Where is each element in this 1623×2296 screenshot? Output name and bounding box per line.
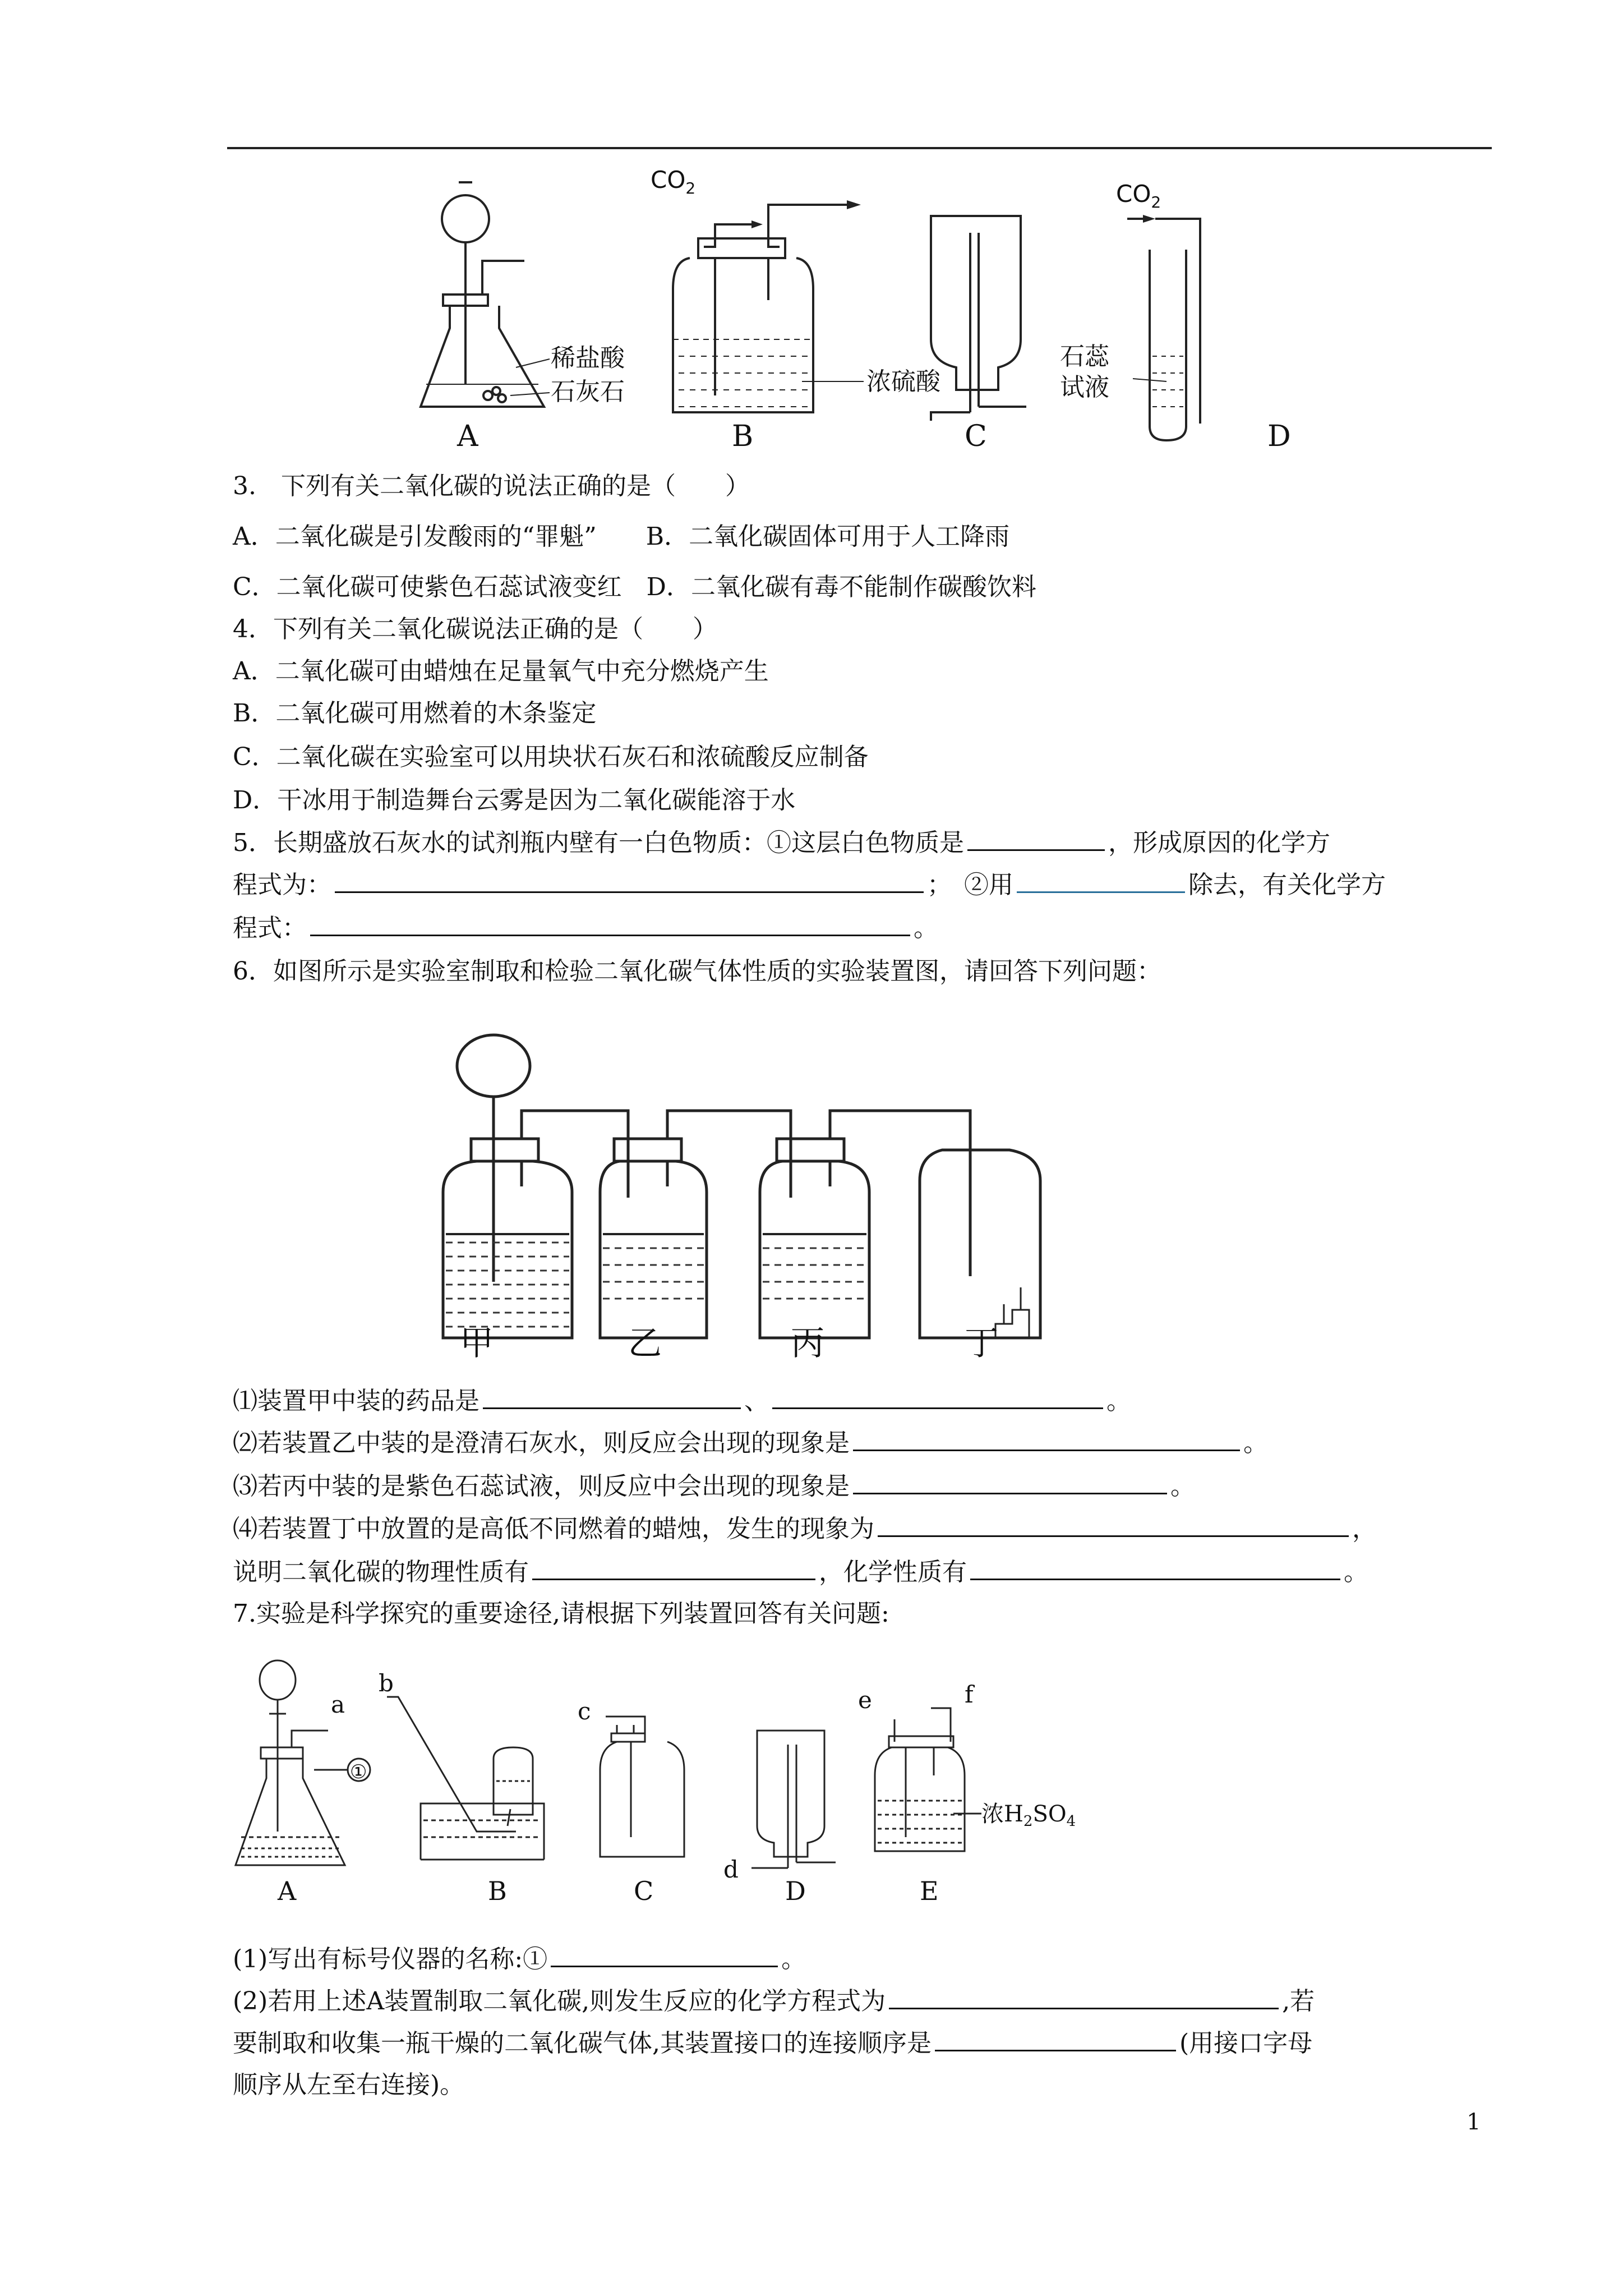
port-label-c: c bbox=[578, 1697, 591, 1725]
h2so4-label-b: 浓硫酸 bbox=[866, 367, 940, 396]
flask-a bbox=[421, 306, 544, 407]
q7-p2-text-a: (2)若用上述A装置制取二氧化碳,则发生反应的化学方程式为 bbox=[233, 1987, 886, 2016]
q7-p1-text-b: 。 bbox=[781, 1945, 806, 1973]
fig3-label-b: B bbox=[488, 1876, 507, 1904]
q6-p5-text-c: 。 bbox=[1344, 1558, 1368, 1586]
bottle-yi bbox=[600, 1139, 707, 1338]
port-label-b: b bbox=[379, 1669, 394, 1697]
port-label-e: e bbox=[858, 1686, 872, 1714]
q6-part-2 bbox=[233, 1425, 1268, 1461]
q7-part-2 bbox=[233, 1983, 1315, 2019]
fig1-label-d: D bbox=[1267, 420, 1291, 453]
q6-blank-phenomenon-yi[interactable] bbox=[853, 1425, 1240, 1451]
q7-part-3 bbox=[233, 2025, 1312, 2062]
q4-option-c: C．二氧化碳在实验室可以用块状石灰石和浓硫酸反应制备 bbox=[233, 743, 869, 771]
stopper-b bbox=[698, 238, 785, 258]
q6-p2-text-a: ⑵若装置乙中装的是澄清石灰水，则反应会出现的现象是 bbox=[233, 1429, 850, 1457]
limestone-label: 石灰石 bbox=[551, 378, 625, 406]
q6-p1-text-a: ⑴装置甲中装的药品是 bbox=[233, 1387, 479, 1415]
q5-text-1a: 5．长期盛放石灰水的试剂瓶内壁有一白色物质：①这层白色物质是 bbox=[233, 829, 964, 857]
q7-p3-text-b: (用接口字母 bbox=[1179, 2029, 1313, 2058]
q7-p3-text-a: 要制取和收集一瓶干燥的二氧化碳气体,其装置接口的连接顺序是 bbox=[233, 2029, 932, 2058]
figure-co2-apparatus-1 bbox=[404, 160, 1312, 457]
q5-text-2b: ； ②用 bbox=[927, 871, 1013, 899]
q4-option-a: A．二氧化碳可由蜡烛在足量氧气中充分燃烧产生 bbox=[233, 657, 769, 685]
q5-blank-equation-2[interactable] bbox=[310, 910, 910, 936]
q6-p3-text-a: ⑶若丙中装的是紫色石蕊试液，则反应中会出现的现象是 bbox=[233, 1472, 850, 1501]
fig2-label-bing: 丙 bbox=[791, 1324, 824, 1360]
bottle-bing bbox=[760, 1139, 869, 1338]
fig2-label-yi: 乙 bbox=[628, 1324, 662, 1360]
q5-text-3b: 。 bbox=[914, 914, 938, 942]
fig3-label-d: D bbox=[785, 1876, 806, 1904]
q7-blank-equation[interactable] bbox=[889, 1983, 1279, 2009]
q6-blank-physical-property[interactable] bbox=[532, 1554, 815, 1580]
q7-blank-instrument-name[interactable] bbox=[551, 1941, 778, 1967]
q7-part-4: 顺序从左至右连接)。 bbox=[233, 2070, 465, 2099]
litmus-label-1: 石蕊 bbox=[1060, 342, 1109, 371]
q3-options-ab: A．二氧化碳是引发酸雨的“罪魁” B．二氧化碳固体可用于人工降雨 bbox=[233, 522, 1010, 551]
q6-blank-chemical-property[interactable] bbox=[970, 1554, 1340, 1580]
q6-part-5 bbox=[233, 1554, 1368, 1590]
q5-blank-remover[interactable] bbox=[1017, 867, 1185, 893]
q6-p1-text-b: 、 bbox=[744, 1387, 769, 1415]
figure-3-svg bbox=[230, 1646, 1110, 1904]
figure-2-svg bbox=[432, 1018, 1066, 1360]
q5-line-2 bbox=[233, 867, 1386, 903]
port-label-a: a bbox=[331, 1691, 345, 1718]
fig3-label-a: A bbox=[278, 1876, 297, 1904]
q3-stem: 3. 下列有关二氧化碳的说法正确的是（ ） bbox=[233, 472, 750, 500]
port-label-f: f bbox=[965, 1681, 974, 1708]
q7-part-1 bbox=[233, 1941, 806, 1977]
acid-label: 稀盐酸 bbox=[551, 344, 625, 372]
test-tube-d bbox=[1150, 250, 1186, 440]
bottle-ding bbox=[920, 1150, 1040, 1338]
fig3-label-e: E bbox=[920, 1876, 939, 1904]
q6-p5-text-b: ，化学性质有 bbox=[819, 1558, 967, 1586]
circle-label-1: ① bbox=[350, 1761, 367, 1783]
fig3-label-c: C bbox=[634, 1876, 654, 1904]
q6-blank-phenomenon-bing[interactable] bbox=[853, 1468, 1167, 1494]
q3-options-cd: C．二氧化碳可使紫色石蕊试液变红 D．二氧化碳有毒不能制作碳酸饮料 bbox=[233, 573, 1036, 601]
fig2-label-jia: 甲 bbox=[460, 1324, 494, 1360]
q7-p2-text-b: ,若 bbox=[1282, 1987, 1315, 2016]
q4-option-b: B．二氧化碳可用燃着的木条鉴定 bbox=[233, 699, 597, 728]
q5-line-1 bbox=[233, 825, 1330, 861]
q5-blank-white-substance[interactable] bbox=[967, 825, 1105, 851]
fig1-label-b: B bbox=[732, 420, 754, 453]
page-number: 1 bbox=[1467, 2109, 1481, 2135]
co2-label-d: $CO_2$ bbox=[1116, 180, 1161, 211]
q6-blank-drug-1[interactable] bbox=[483, 1383, 741, 1409]
q5-text-2c: 除去，有关化学方 bbox=[1188, 871, 1386, 899]
q7-blank-connection-order[interactable] bbox=[935, 2025, 1176, 2051]
litmus-label-2: 试液 bbox=[1060, 373, 1109, 402]
bottle-jia bbox=[443, 1139, 572, 1338]
figure-1-svg bbox=[404, 160, 1312, 457]
fig1-label-a: A bbox=[457, 420, 478, 453]
bottle-c bbox=[931, 216, 1021, 390]
q6-p4-text-b: ， bbox=[1352, 1515, 1377, 1543]
q6-stem: 6．如图所示是实验室制取和检验二氧化碳气体性质的实验装置图，请回答下列问题： bbox=[233, 957, 1161, 986]
q5-blank-equation-1[interactable] bbox=[335, 867, 924, 893]
fig2-label-ding: 丁 bbox=[965, 1324, 998, 1360]
q6-blank-drug-2[interactable] bbox=[772, 1383, 1103, 1409]
q7-stem: 7.实验是科学探究的重要途径,请根据下列装置回答有关问题: bbox=[233, 1599, 889, 1628]
q4-stem: 4．下列有关二氧化碳说法正确的是（ ） bbox=[233, 615, 717, 643]
q5-line-3 bbox=[233, 910, 938, 946]
q6-p3-text-b: 。 bbox=[1170, 1472, 1195, 1501]
figure-co2-apparatus-2 bbox=[432, 1018, 1066, 1360]
q5-text-2a: 程式为： bbox=[233, 871, 331, 899]
q4-option-d: D．干冰用于制造舞台云雾是因为二氧化碳能溶于水 bbox=[233, 786, 796, 815]
port-label-d: d bbox=[723, 1856, 739, 1883]
q7-p1-text-a: (1)写出有标号仪器的名称:① bbox=[233, 1945, 548, 1973]
q5-text-3a: 程式： bbox=[233, 914, 307, 942]
funnel-bulb-jia bbox=[457, 1035, 530, 1097]
co2-label-b: $CO_2$ bbox=[651, 166, 696, 197]
q6-p5-text-a: 说明二氧化碳的物理性质有 bbox=[233, 1558, 529, 1586]
header-rule bbox=[227, 147, 1492, 149]
q5-text-1b: ，形成原因的化学方 bbox=[1108, 829, 1330, 857]
q6-part-4 bbox=[233, 1511, 1377, 1547]
q6-part-3 bbox=[233, 1468, 1195, 1504]
bottle-b bbox=[673, 258, 813, 412]
q6-blank-phenomenon-ding[interactable] bbox=[878, 1511, 1349, 1537]
q6-p1-text-c: 。 bbox=[1106, 1387, 1131, 1415]
figure-co2-apparatus-3 bbox=[230, 1646, 1110, 1904]
funnel-bulb bbox=[442, 195, 489, 242]
q6-p4-text-a: ⑷若装置丁中放置的是高低不同燃着的蜡烛，发生的现象为 bbox=[233, 1515, 874, 1543]
q6-part-1 bbox=[233, 1383, 1131, 1419]
h2so4-label-e: 浓$H_2SO_4$ bbox=[981, 1801, 1076, 1830]
q6-p2-text-b: 。 bbox=[1243, 1429, 1268, 1457]
fig1-label-c: C bbox=[965, 420, 987, 453]
